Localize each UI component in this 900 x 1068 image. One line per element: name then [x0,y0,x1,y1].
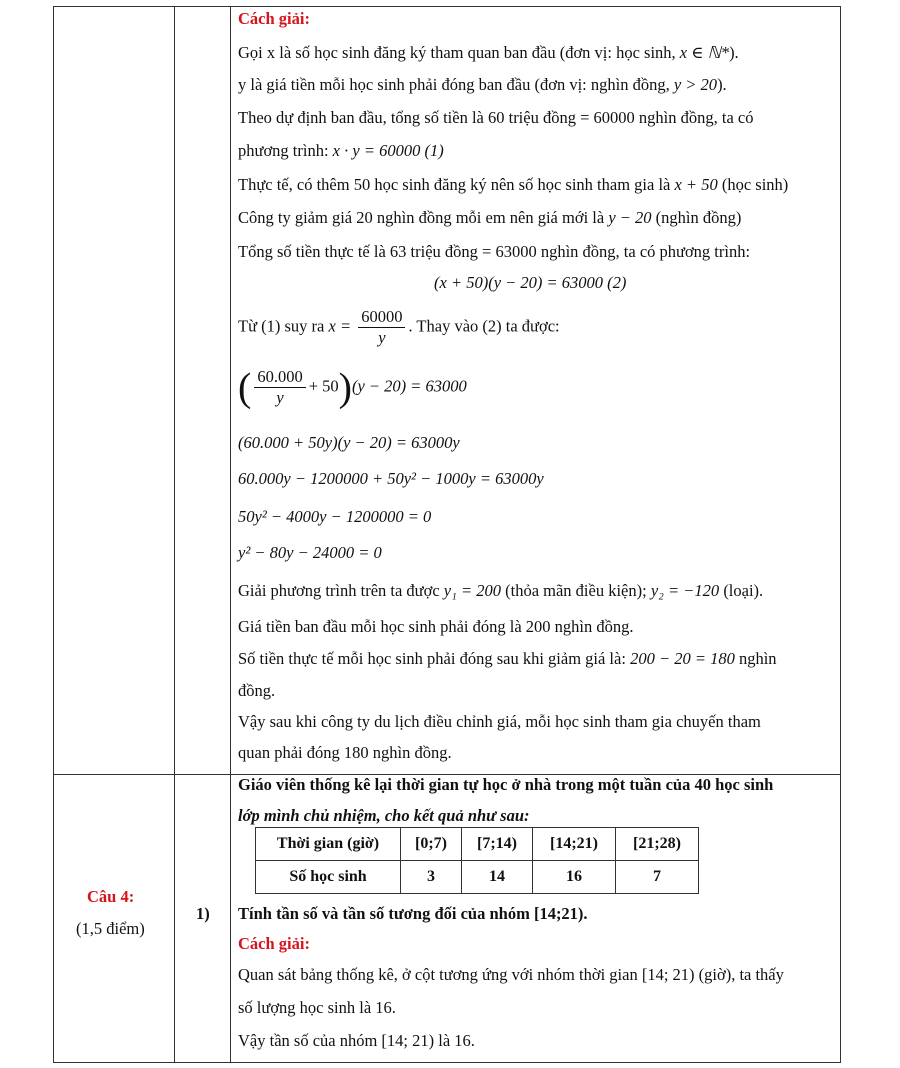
table-row: Thời gian (giờ) [0;7) [7;14) [14;21) [21;28) [256,828,699,861]
part-number: 1) [196,904,210,923]
equation-2: (x + 50)(y − 20) = 63000 (2) [434,273,627,292]
text-line: đồng. [238,681,276,700]
equation-line: y² − 80y − 24000 = 0 [238,543,382,562]
text-line: Gọi x là số học sinh đăng ký tham quan ban đầu (đơn vị: học sinh, x ∈ ℕ*). [238,43,739,62]
text-line: Theo dự định ban đầu, tổng số tiền là 60 triệu đồng = 60000 nghìn đồng, ta có [238,108,754,127]
text-line: Tổng số tiền thực tế là 63 triệu đồng = 63000 nghìn đồng, ta có phương trình: [238,242,751,261]
solution-heading: Cách giải: [238,934,310,953]
text-line: quan phải đóng 180 nghìn đồng. [238,743,452,762]
equation-line: (60.000 + 50y)(y − 20) = 63000y [238,433,460,452]
question-label: Câu 4: [87,887,135,906]
text-line: Số tiền thực tế mỗi học sinh phải đóng sau khi giảm giá là: 200 − 20 = 180 nghìn [238,649,777,668]
question-intro: lớp mình chủ nhiệm, cho kết quả như sau: [238,806,530,825]
text-line: Công ty giảm giá 20 nghìn đồng mỗi em nên giá mới là y − 20 (nghìn đồng) [238,208,742,227]
text-line: số lượng học sinh là 16. [238,998,396,1017]
text-line: y là giá tiền mỗi học sinh phải đóng ban đầu (đơn vị: nghìn đồng, y > 20). [238,75,727,94]
equation-line: 50y² − 4000y − 1200000 = 0 [238,507,432,526]
text-line: Vậy sau khi công ty du lịch điều chỉnh giá, mỗi học sinh tham gia chuyến tham [238,712,761,731]
question-points: (1,5 điểm) [76,919,145,938]
question-task: Tính tần số và tần số tương đối của nhóm [14;21). [238,904,588,923]
solution-heading: Cách giải: [238,9,310,28]
column-divider-2 [230,7,231,1062]
fraction: $\frac{60000}{y}$ [358,307,405,348]
text-line: phương trình: x · y = 60000 (1) [238,141,444,160]
frequency-table [255,827,699,894]
answer-table [53,6,841,1063]
text-line: Giá tiền ban đầu mỗi học sinh phải đóng là 200 nghìn đồng. [238,617,634,636]
question-intro: Giáo viên thống kê lại thời gian tự học ở nhà trong một tuần của 40 học sinh [238,775,774,794]
text-line: Giải phương trình trên ta được y₁ = 200 (thỏa mãn điều kiện); y₂ = −120 (loại). [238,581,764,600]
table-row: Số học sinh 3 14 16 7 [256,861,699,894]
column-divider-1 [174,7,175,1062]
text-line: Vậy tần số của nhóm [14; 21) là 16. [238,1031,475,1050]
text-line: Từ (1) suy ra x = $\frac{60000}{y}$ . Thay vào (2) ta được: [238,307,560,347]
equation-line: 60.000y − 1200000 + 50y² − 1000y = 63000y [238,469,544,488]
text-line: Quan sát bảng thống kê, ở cột tương ứng với nhóm thời gian [14; 21) (giờ), ta thấy [238,965,784,984]
equation-line: ( $\frac{60.000}{y}$ + 50)(y − 20) = 63000 [238,364,467,410]
text-line: Thực tế, có thêm 50 học sinh đăng ký nên số học sinh tham gia là x + 50 (học sinh) [238,175,789,194]
